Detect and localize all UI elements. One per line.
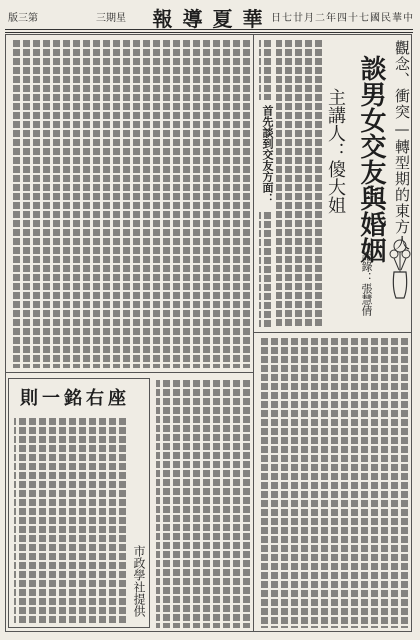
body-text-column — [156, 380, 250, 628]
flower-vase-icon — [388, 236, 412, 300]
motto-title: 座右銘一則 — [20, 388, 130, 409]
article-kicker: 觀念、衝突—轉型期的東方人 — [393, 40, 411, 251]
motto-credit: 市政學社提供 — [132, 545, 146, 617]
body-text-column — [10, 40, 250, 368]
body-text-column — [276, 40, 322, 328]
header-rule — [5, 29, 413, 33]
section-rule — [253, 332, 412, 333]
section-rule — [5, 372, 253, 373]
masthead: 華夏導報 — [152, 7, 273, 31]
article-speaker: 主講人：傻大姐 — [325, 88, 346, 214]
page-number: 第三版 — [8, 13, 38, 24]
body-text-column — [259, 212, 271, 328]
weekday: 星期三 — [96, 13, 126, 24]
column-divider — [253, 34, 254, 632]
body-text-column — [259, 40, 271, 100]
article-title: 談男女交友與婚姻 — [356, 55, 386, 263]
issue-date: 中華民國七十四年二月廿七日 — [271, 13, 414, 24]
section-heading: 首先談到交友方面： — [261, 105, 274, 204]
article-recorder: 記錄：張慧倩 — [360, 250, 373, 316]
motto-text — [14, 418, 126, 624]
body-text-column — [258, 338, 408, 628]
